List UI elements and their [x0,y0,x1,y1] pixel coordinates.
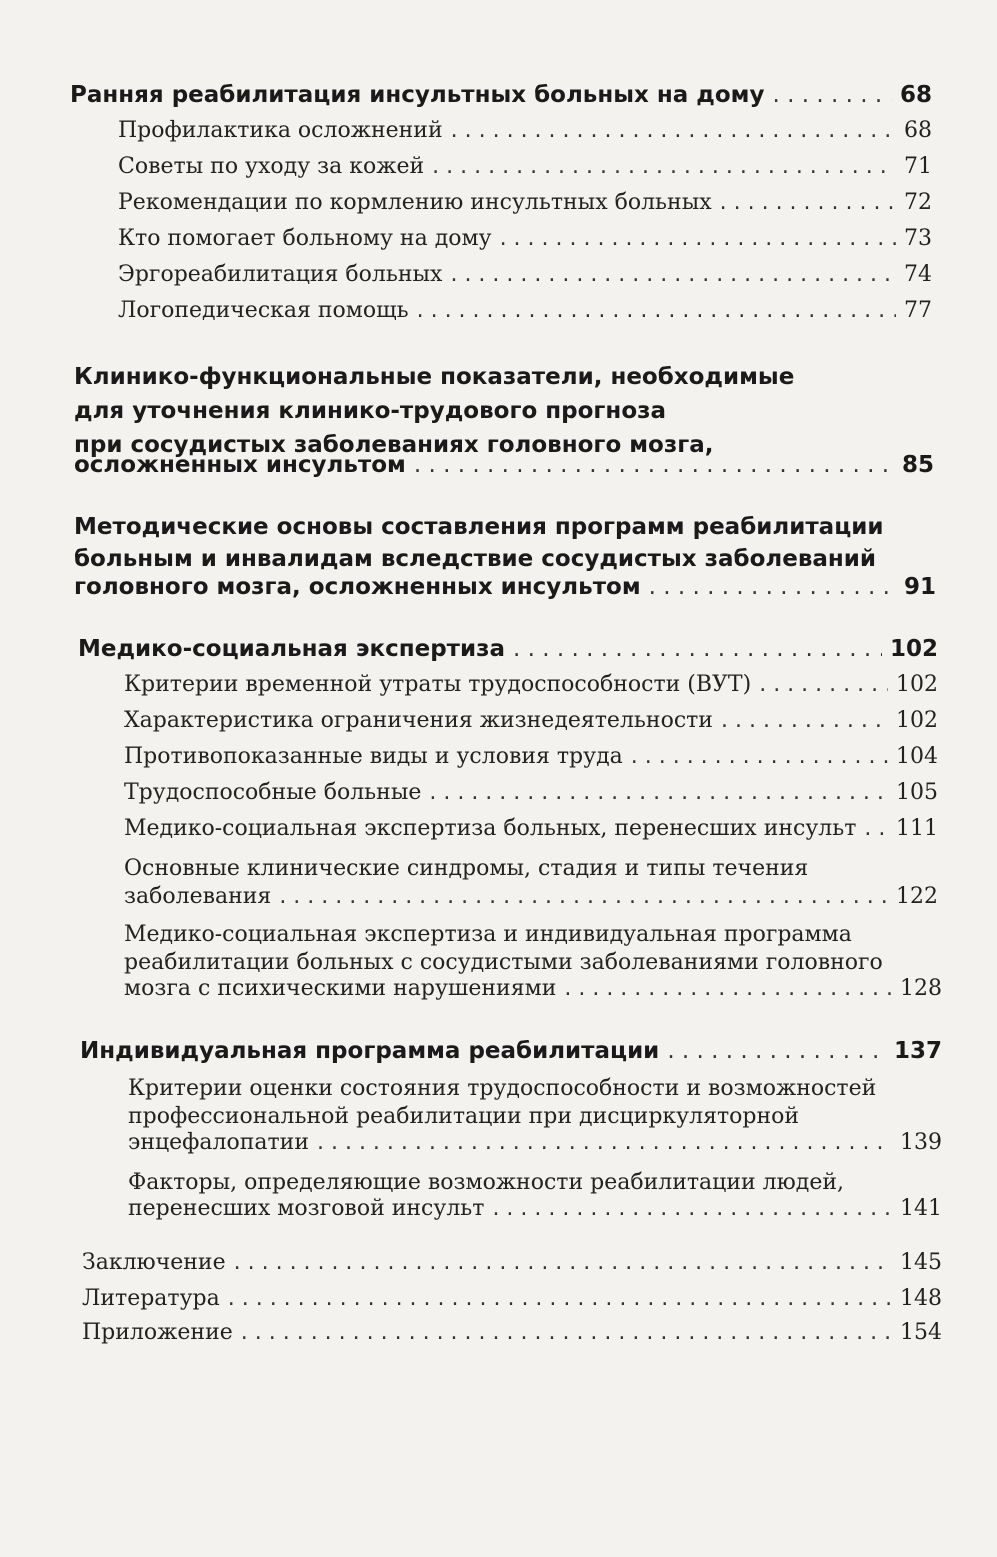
toc-entry-page: 68 [899,82,932,108]
leader-dots [417,298,896,323]
toc-subentry[interactable] [124,708,938,733]
leader-dots [317,1130,892,1155]
leader-dots [772,82,892,108]
toc-entry-appendix[interactable] [82,1320,942,1345]
toc-entry-page: 102 [889,636,938,662]
toc-entry-title-line[interactable]: больным и инвалидам вследствие сосудистых заболеваний [74,546,877,572]
toc-entry-title: Ранняя реабилитация инсультных больных на дому [70,82,765,108]
toc-entry-page: 102 [896,672,938,697]
toc-entry[interactable] [80,1038,942,1064]
toc-entry-title: Трудоспособные больные [124,780,422,805]
toc-subentry[interactable] [118,262,932,287]
leader-dots [241,1320,892,1345]
toc-entry-title: Приложение [82,1320,233,1345]
toc-entry-page: 137 [893,1038,942,1064]
toc-entry-page: 154 [900,1320,942,1345]
toc-entry-title: Индивидуальная программа реабилитации [80,1038,660,1064]
leader-dots [720,190,896,215]
toc-subentry[interactable] [128,1196,942,1221]
toc-entry-title: Эргореабилитация больных [118,262,443,287]
toc-subentry-title-line[interactable]: профессиональной реабилитации при дисциркуляторной [128,1104,800,1129]
toc-entry-page: 139 [900,1130,942,1155]
leader-dots [513,636,882,662]
toc-entry-page: 102 [896,708,938,733]
toc-entry-page: 85 [901,452,934,478]
toc-entry-page: 148 [900,1286,942,1311]
toc-subentry-title-line[interactable]: реабилитации больных с сосудистыми заболеваниями головного [124,950,883,975]
toc-subentry[interactable] [124,744,938,769]
leader-dots [649,574,896,600]
toc-entry-literature[interactable] [82,1286,942,1311]
toc-subentry[interactable] [118,226,932,251]
toc-entry[interactable] [74,574,936,600]
toc-entry[interactable] [78,636,938,662]
toc-entry-page: 111 [896,816,938,841]
toc-subentry-title-line[interactable]: Факторы, определяющие возможности реабилитации людей, [128,1170,844,1195]
toc-subentry-title-line[interactable]: Основные клинические синдромы, стадия и типы течения [124,856,809,881]
toc-entry-page: 91 [903,574,936,600]
toc-entry-title: осложненных инсультом [74,452,406,478]
toc-entry-title: Рекомендации по кормлению инсультных больных [118,190,712,215]
toc-entry-title-line[interactable]: Клинико-функциональные показатели, необходимые [74,364,795,390]
toc-entry-title-line[interactable]: при сосудистых заболеваниях головного мозга, [74,432,714,458]
toc-entry-title: Логопедическая помощь [118,298,409,323]
toc-subentry[interactable] [124,672,938,697]
toc-entry-page: 104 [896,744,938,769]
toc-entry-title-line[interactable]: для уточнения клинико-трудового прогноза [74,398,667,424]
toc-entry-title: заболевания [124,884,272,909]
toc-entry-title: Литература [82,1286,220,1311]
leader-dots [414,452,894,478]
leader-dots [451,118,896,143]
toc-subentry[interactable] [128,1130,942,1155]
leader-dots [429,780,888,805]
leader-dots [432,154,896,179]
toc-entry-page: 77 [904,298,932,323]
toc-entry-title-line[interactable]: Методические основы составления программ реабилитации [74,514,884,540]
toc-entry-title: мозга с психическими нарушениями [124,976,557,1001]
leader-dots [564,976,892,1001]
toc-subentry[interactable] [118,154,932,179]
toc-entry-title: Характеристика ограничения жизнедеятельности [124,708,713,733]
toc-subentry[interactable] [124,816,938,841]
toc-entry-page: 74 [904,262,932,287]
toc-entry-title: Кто помогает больному на дому [118,226,492,251]
toc-entry-page: 122 [896,884,938,909]
toc-subentry-title-line[interactable]: Критерии оценки состояния трудоспособности и возможностей [128,1076,877,1101]
toc-subentry[interactable] [124,976,942,1001]
toc-entry[interactable] [70,82,932,108]
toc-entry-page: 71 [904,154,932,179]
toc-entry-title: Профилактика осложнений [118,118,443,143]
toc-subentry[interactable] [118,298,932,323]
toc-entry-page: 105 [896,780,938,805]
toc-entry-title: Медико-социальная экспертиза больных, перенесших инсульт [124,816,857,841]
leader-dots [492,1196,892,1221]
toc-subentry[interactable] [124,884,938,909]
toc-subentry[interactable] [124,780,938,805]
leader-dots [234,1250,892,1275]
toc-entry-page: 128 [900,976,942,1001]
leader-dots [228,1286,892,1311]
leader-dots [667,1038,886,1064]
toc-entry-page: 68 [904,118,932,143]
toc-subentry[interactable] [118,118,932,143]
leader-dots [279,884,888,909]
leader-dots [450,262,896,287]
toc-entry-title: Медико-социальная экспертиза [78,636,505,662]
toc-entry-page: 145 [900,1250,942,1275]
toc-entry[interactable] [74,452,934,478]
toc-subentry-title-line[interactable]: Медико-социальная экспертиза и индивидуальная программа [124,922,852,947]
leader-dots [864,816,888,841]
toc-entry-title: Заключение [82,1250,226,1275]
toc-entry-title: Противопоказанные виды и условия труда [124,744,623,769]
toc-subentry[interactable] [118,190,932,215]
leader-dots [721,708,888,733]
toc-entry-page: 73 [904,226,932,251]
toc-entry-title: перенесших мозговой инсульт [128,1196,485,1221]
toc-entry-page: 141 [900,1196,942,1221]
toc-entry-title: энцефалопатии [128,1130,309,1155]
leader-dots [500,226,896,251]
leader-dots [759,672,888,697]
toc-entry-title: Критерии временной утраты трудоспособности (ВУТ) [124,672,752,697]
toc-entry-page: 72 [904,190,932,215]
leader-dots [631,744,888,769]
toc-entry-conclusion[interactable] [82,1250,942,1275]
toc-entry-title: головного мозга, осложненных инсультом [74,574,641,600]
toc-entry-title: Советы по уходу за кожей [118,154,425,179]
